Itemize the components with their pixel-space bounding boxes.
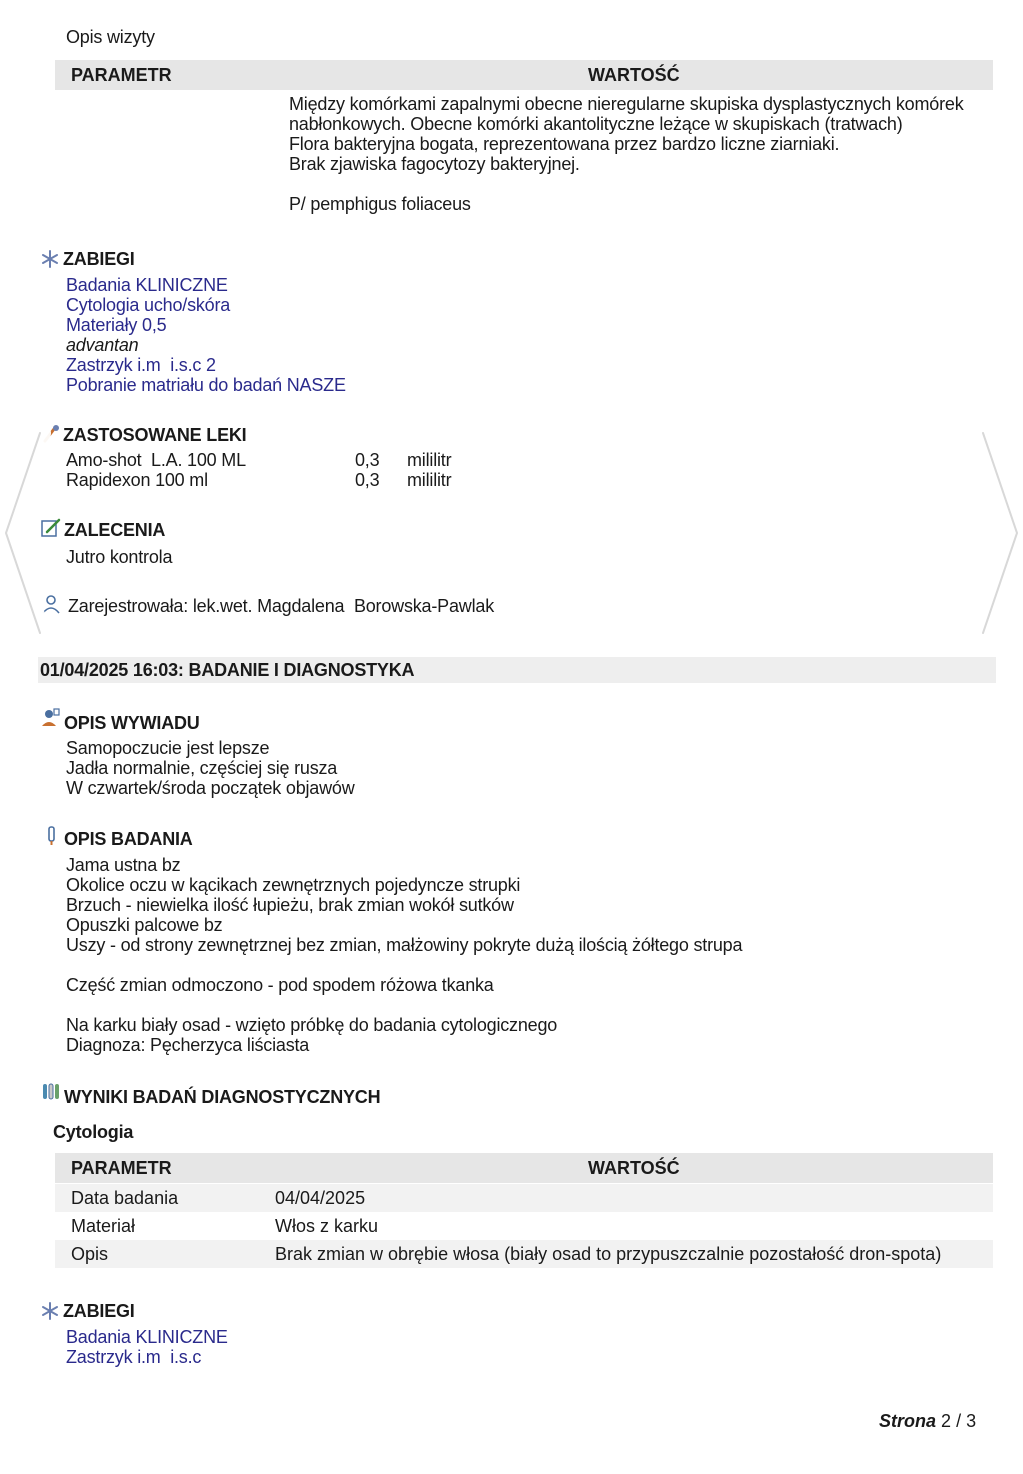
examination-line: Na karku biały osad - wzięto próbkę do badania cytologicznego	[66, 1015, 558, 1035]
procedure-item: Badania KLINICZNE	[66, 1327, 228, 1347]
section-label: Opis wizyty	[66, 27, 155, 47]
procedure-item: Cytologia ucho/skóra	[66, 295, 231, 315]
examination-line: Uszy - od strony zewnętrznej bez zmian, małżowiny pokryte dużą ilością żółtego strupa	[66, 935, 743, 955]
medication-name: Amo-shot L.A. 100 ML	[66, 450, 246, 470]
section-title-zabiegi: ZABIEGI	[63, 1301, 135, 1321]
registered-by: Zarejestrowała: lek.wet. Magdalena Borowska-Pawlak	[68, 596, 494, 616]
examination-line: Opuszki palcowe bz	[66, 915, 223, 935]
previous-page-button[interactable]	[0, 413, 60, 653]
column-header-param: PARAMETR	[71, 65, 172, 85]
section-title-wywiad: OPIS WYWIADU	[64, 713, 200, 733]
section-title-badanie: OPIS BADANIA	[64, 829, 193, 849]
interview-line: Jadła normalnie, częściej się rusza	[66, 758, 338, 778]
table-row	[55, 1212, 993, 1240]
medication-name: Rapidexon 100 ml	[66, 470, 208, 490]
medication-qty: 0,3	[355, 450, 380, 470]
interview-text	[66, 738, 355, 798]
description-line: Brak zjawiska fagocytozy bakteryjnej.	[289, 154, 580, 174]
result-value: Brak zmian w obrębie włosa (biały osad to przypuszczalnie pozostałość dron-spota)	[275, 1244, 942, 1264]
result-value: 04/04/2025	[275, 1188, 366, 1208]
visit-header: 01/04/2025 16:03: BADANIE I DIAGNOSTYKA	[40, 660, 415, 680]
medication-row	[66, 450, 486, 470]
next-page-button[interactable]	[963, 413, 1023, 653]
procedure-item: Zastrzyk i.m i.s.c 2	[66, 355, 216, 375]
examination-line: Jama ustna bz	[66, 855, 181, 875]
results-table	[55, 1153, 993, 1271]
medication-unit: mililitr	[407, 470, 452, 490]
examination-line: Część zmian odmoczono - pod spodem różowa tkanka	[66, 975, 494, 995]
section-title-zalecenia: ZALECENIA	[64, 520, 166, 540]
interview-icon	[41, 707, 61, 727]
description-line: nabłonkowych. Obecne komórki akantolityczne leżące w skupiskach (tratwach)	[289, 114, 903, 134]
medication-unit: mililitr	[407, 450, 452, 470]
page-total: / 3	[956, 1411, 977, 1431]
results-table-header	[55, 1153, 993, 1183]
result-param: Materiał	[71, 1216, 136, 1236]
column-header-param: PARAMETR	[71, 1158, 172, 1178]
result-param: Opis	[71, 1244, 109, 1264]
medication-row	[66, 470, 486, 490]
examination-text	[66, 855, 742, 1055]
procedure-item: Badania KLINICZNE	[66, 275, 228, 295]
description-line: P/ pemphigus foliaceus	[289, 194, 471, 214]
result-value: Włos z karku	[275, 1216, 379, 1236]
section-title-zabiegi: ZABIEGI	[63, 249, 135, 269]
column-header-value: WARTOŚĆ	[588, 65, 680, 85]
lab-tubes-icon	[41, 1082, 61, 1102]
medication-qty: 0,3	[355, 470, 380, 490]
section-title-wyniki: WYNIKI BADAŃ DIAGNOSTYCZNYCH	[64, 1087, 381, 1107]
procedures-list	[66, 1327, 228, 1367]
examination-line: Brzuch - niewielka ilość łupieżu, brak zmian wokół sutków	[66, 895, 514, 915]
recommendation-text: Jutro kontrola	[66, 547, 173, 567]
procedure-item: Materiały 0,5	[66, 315, 167, 335]
table-row	[55, 1240, 993, 1268]
interview-line: Samopoczucie jest lepsze	[66, 738, 270, 758]
table-row	[55, 1184, 993, 1212]
procedures-list	[66, 275, 346, 395]
visit-header-bar	[38, 657, 996, 683]
column-header-value: WARTOŚĆ	[588, 1158, 680, 1178]
section-title-leki: ZASTOSOWANE LEKI	[63, 425, 247, 445]
examination-icon	[41, 826, 61, 846]
page-indicator	[879, 1411, 976, 1432]
procedure-item: Zastrzyk i.m i.s.c	[66, 1347, 202, 1367]
procedure-item: Pobranie matriału do badań NASZE	[66, 375, 346, 395]
description-line: Flora bakteryjna bogata, reprezentowana przez bardzo liczne ziarniaki.	[289, 134, 840, 154]
description-value	[289, 94, 964, 214]
result-subtitle: Cytologia	[53, 1122, 134, 1142]
result-param: Data badania	[71, 1188, 179, 1208]
description-line: Między komórkami zapalnymi obecne nieregularne skupiska dysplastycznych komórek	[289, 94, 964, 114]
procedure-item: advantan	[66, 335, 139, 355]
table-header	[55, 60, 993, 90]
examination-line: Okolice oczu w kącikach zewnętrznych pojedyncze strupki	[66, 875, 521, 895]
page-label: Strona	[879, 1411, 937, 1431]
interview-line: W czwartek/środa początek objawów	[66, 778, 355, 798]
examination-line: Diagnoza: Pęcherzyca liściasta	[66, 1035, 310, 1055]
page-number: 2	[941, 1411, 952, 1431]
procedures-icon	[40, 1301, 60, 1321]
medications-table	[66, 450, 486, 490]
procedures-icon	[40, 249, 60, 269]
